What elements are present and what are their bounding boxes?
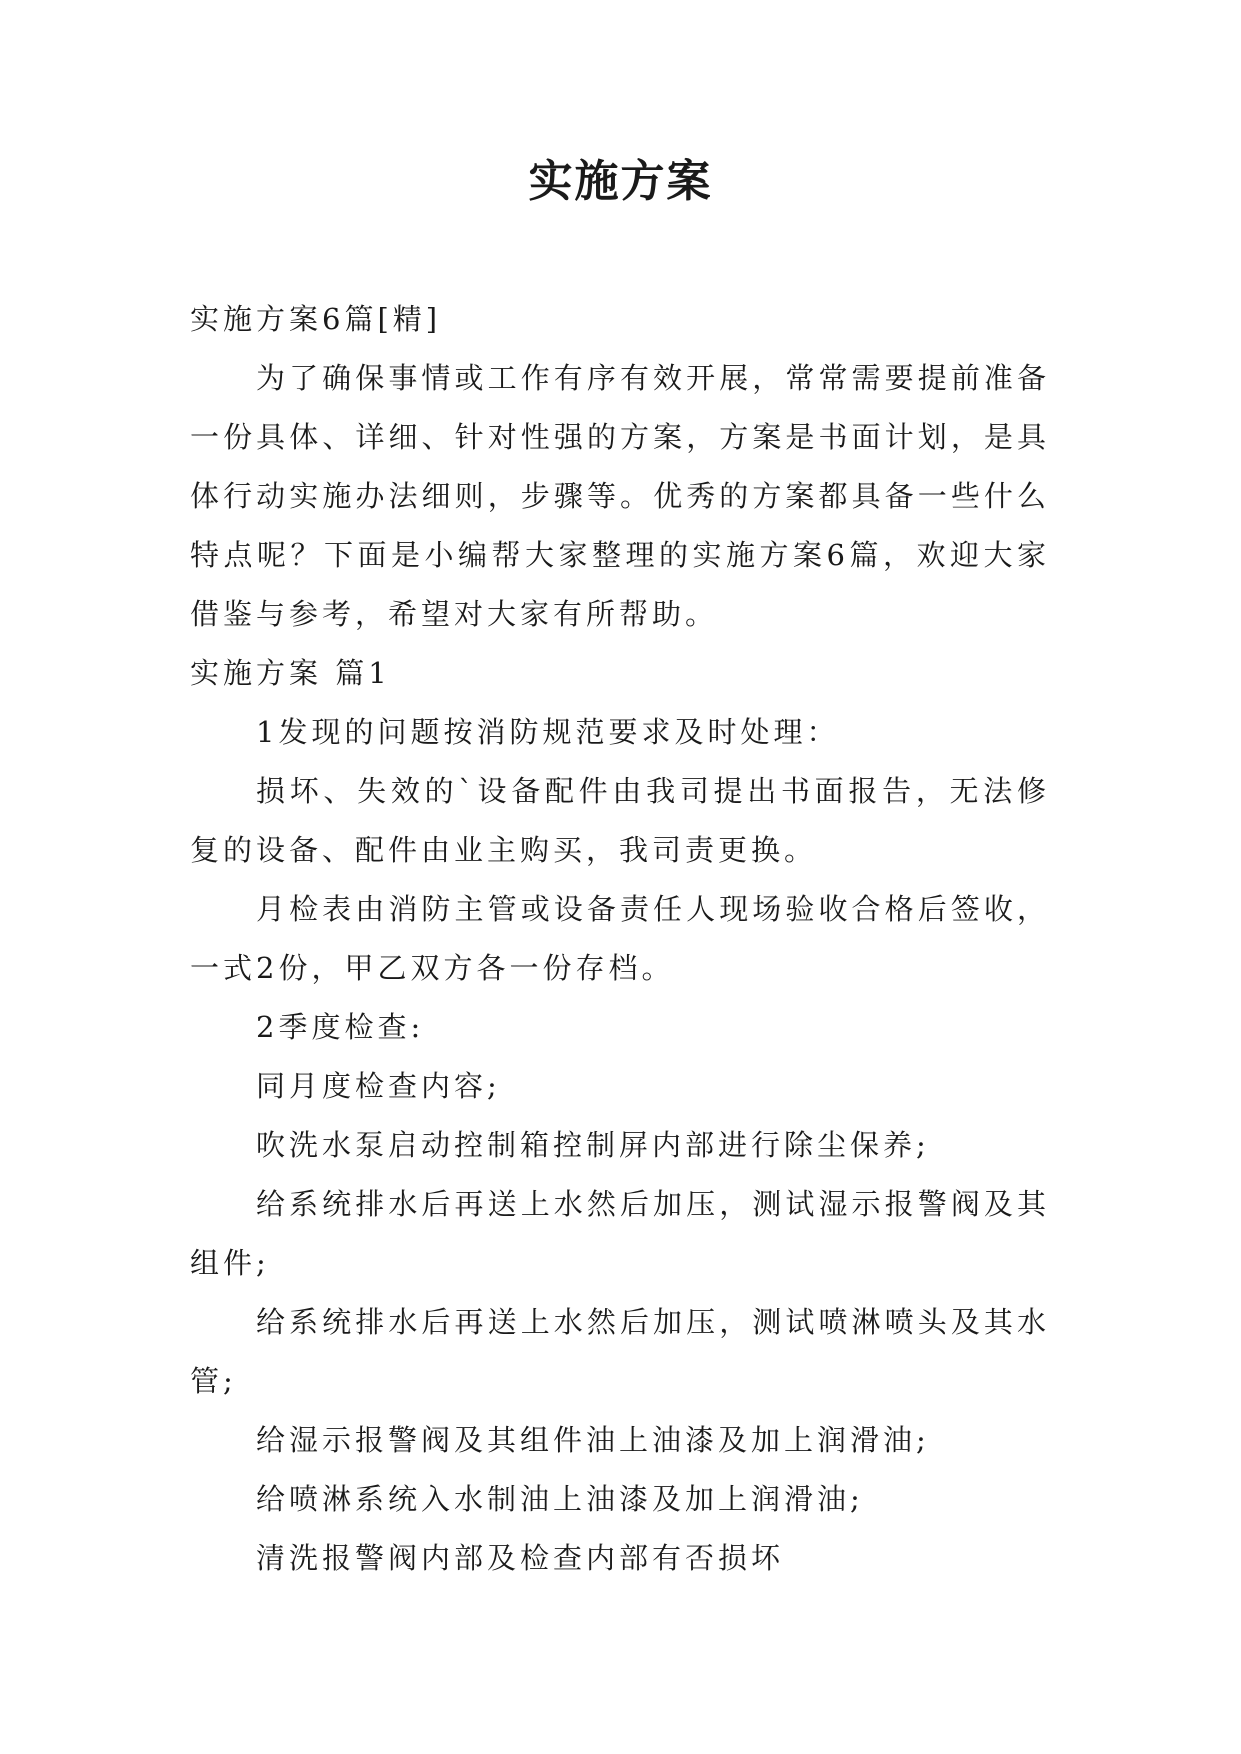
- document-body: [190, 290, 1050, 1588]
- page-title: 实施方案: [528, 156, 713, 207]
- paragraph: 2季度检查:: [256, 1010, 425, 1044]
- section-heading-part-1: 实施方案 篇1: [190, 656, 391, 690]
- paragraph: 清洗报警阀内部及检查内部有否损坏: [256, 1541, 785, 1575]
- paragraph: 1发现的问题按消防规范要求及时处理：: [256, 715, 840, 749]
- paragraph-intro: 为了确保事情或工作有序有效开展，常常需要提前准备一份具体、详细、针对性强的方案，方案是书面计划，是具体行动实施办法细则，步骤等。优秀的方案都具备一些什么特点呢？下面是小编帮大家整理的实施方案6篇，欢迎大家借鉴与参考，希望对大家有所帮助。: [190, 361, 1050, 631]
- paragraph: 同月度检查内容;: [256, 1069, 501, 1103]
- paragraph: 给湿示报警阀及其组件油上油漆及加上润滑油;: [256, 1423, 930, 1457]
- paragraph: 吹洗水泵启动控制箱控制屏内部进行除尘保养;: [256, 1128, 930, 1162]
- paragraph: 给系统排水后再送上水然后加压，测试喷淋喷头及其水管;: [190, 1305, 1050, 1398]
- paragraph: 损坏、失效的`设备配件由我司提出书面报告，无法修复的设备、配件由业主购买，我司责更换。: [190, 774, 1050, 867]
- paragraph-subtitle: 实施方案6篇[精]: [190, 302, 442, 336]
- paragraph: 给系统排水后再送上水然后加压，测试湿示报警阀及其组件;: [190, 1187, 1050, 1280]
- paragraph: 给喷淋系统入水制油上油漆及加上润滑油;: [256, 1482, 864, 1516]
- paragraph: 月检表由消防主管或设备责任人现场验收合格后签收，一式2份，甲乙双方各一份存档。: [190, 892, 1050, 985]
